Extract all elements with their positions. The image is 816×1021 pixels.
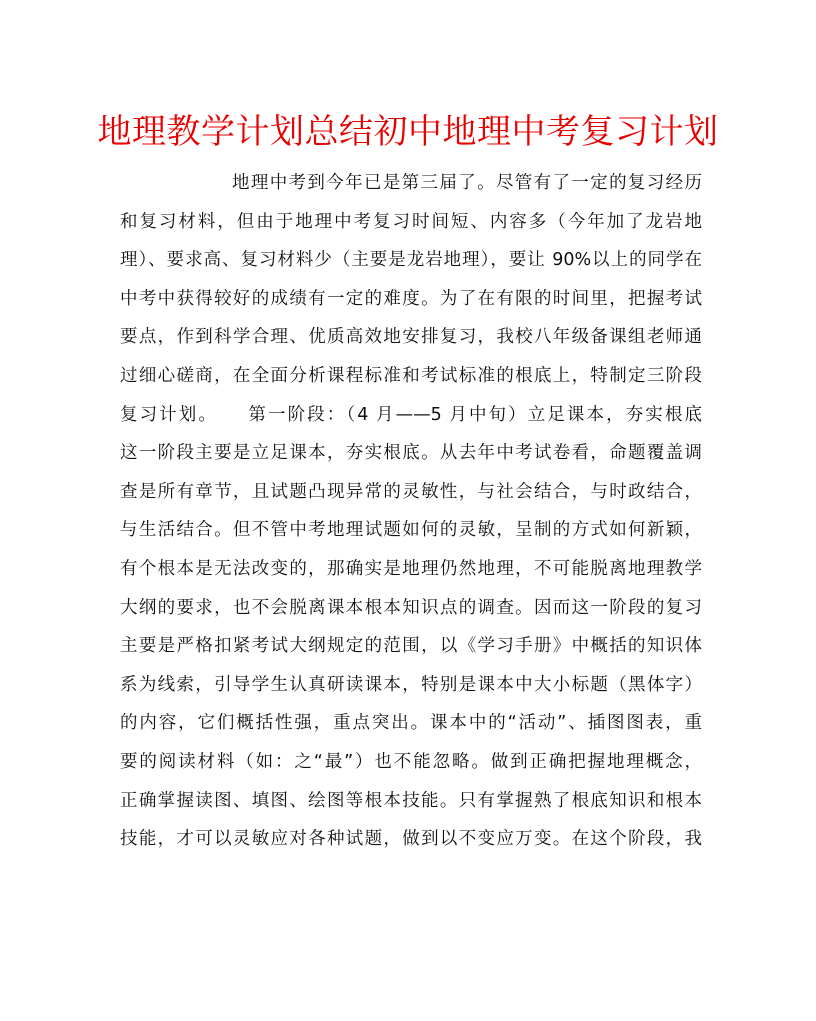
body-line-15: 的内容，它们概括性强，重点突出。课本中的“活动”、插图图表，重 bbox=[120, 713, 702, 734]
body-line-8: 这一阶段主要是立足课本，夯实根底。从去年中考试卷看，命题覆盖调 bbox=[120, 443, 702, 464]
body-line-16: 要的阅读材料（如：之“最”）也不能忽略。做到正确把握地理概念， bbox=[120, 751, 702, 772]
body-line-18: 技能，才可以灵敏应对各种试题，做到以不变应万变。在这个阶段，我 bbox=[120, 829, 702, 850]
body-line-17: 正确掌握读图、填图、绘图等根本技能。只有掌握熟了根底知识和根本 bbox=[120, 790, 702, 811]
body-line-9: 查是所有章节，且试题凸现异常的灵敏性，与社会结合，与时政结合， bbox=[120, 481, 702, 502]
body-line-4: 中考中获得较好的成绩有一定的难度。为了在有限的时间里，把握考试 bbox=[120, 288, 702, 309]
body-line-5: 要点，作到科学合理、优质高效地安排复习，我校八年级备课组老师通 bbox=[120, 327, 702, 348]
body-line-11: 有个根本是无法改变的，那确实是地理仍然地理，不可能脱离地理教学 bbox=[120, 558, 702, 579]
body-line-2: 和复习材料，但由于地理中考复习时间短、内容多（今年加了龙岩地 bbox=[120, 211, 702, 232]
body-line-3: 理）、要求高、复习材料少（主要是龙岩地理），要让 90%以上的同学在 bbox=[120, 250, 702, 271]
document-title: 地理教学计划总结初中地理中考复习计划 bbox=[97, 112, 719, 152]
body-line-14: 系为线索，引导学生认真研读课本，特别是课本中大小标题（黑体字） bbox=[120, 674, 702, 695]
body-line-13: 主要是严格扣紧考试大纲规定的范围，以《学习手册》中概括的知识体 bbox=[120, 636, 702, 657]
body-line-1: 地理中考到今年已是第三届了。尽管有了一定的复习经历 bbox=[232, 173, 702, 193]
body-line-7: 复习计划。 第一阶段：（4 月——5 月中旬）立足课本，夯实根底 bbox=[120, 404, 702, 425]
body-line-12: 大纲的要求，也不会脱离课本根本知识点的调查。因而这一阶段的复习 bbox=[120, 597, 702, 618]
document-body bbox=[120, 164, 702, 859]
body-line-6: 过细心磋商，在全面分析课程标准和考试标准的根底上，特制定三阶段 bbox=[120, 365, 702, 386]
body-line-10: 与生活结合。但不管中考地理试题如何的灵敏，呈制的方式如何新颖， bbox=[120, 520, 702, 541]
